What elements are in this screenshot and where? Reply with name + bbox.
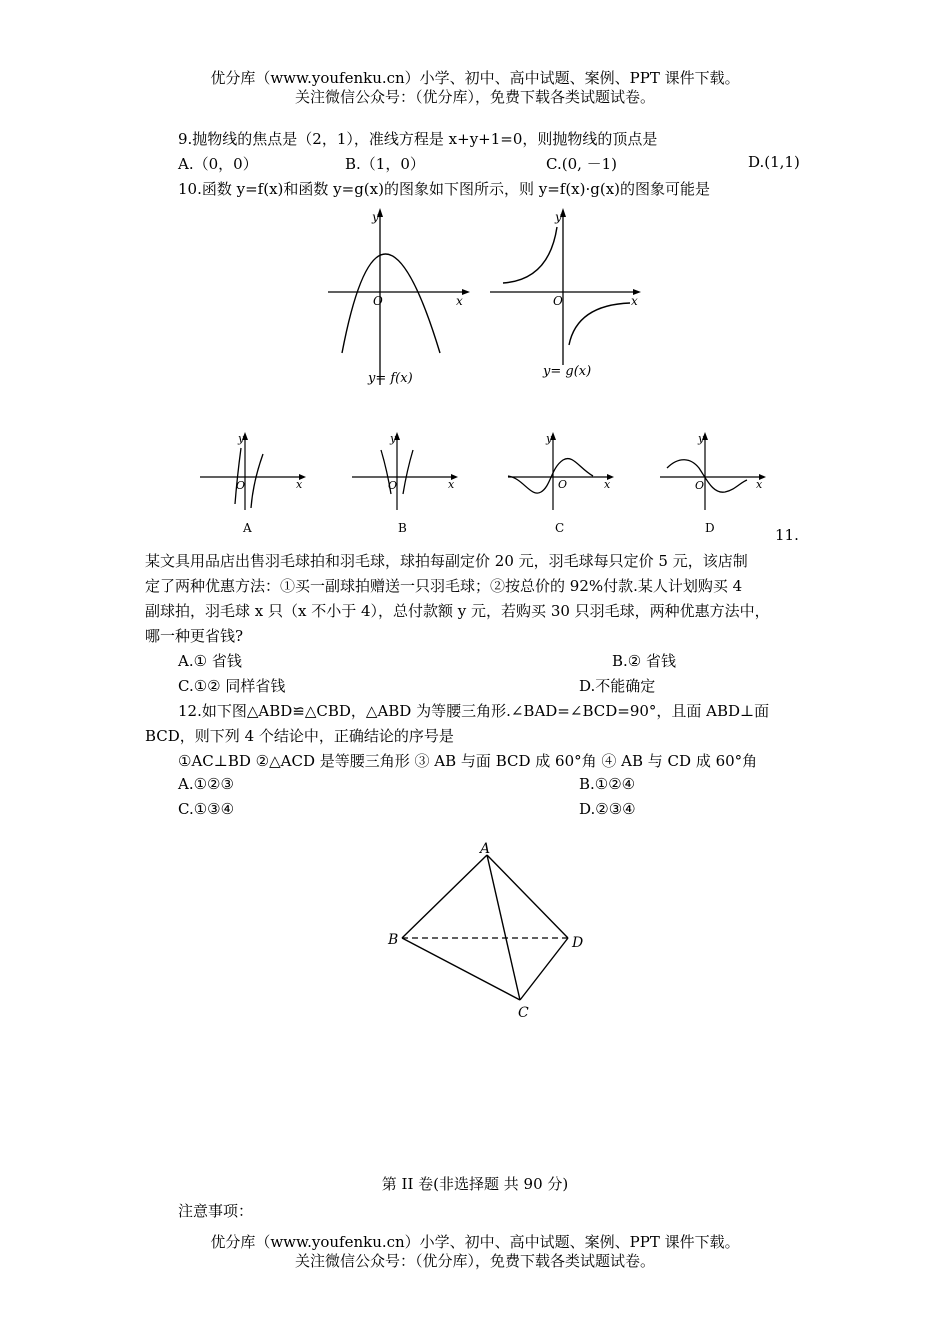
graph-f bbox=[320, 205, 470, 395]
x-label: x bbox=[631, 294, 638, 308]
svg-text:y: y bbox=[390, 432, 397, 445]
q12-line-3: ①AC⊥BD ②△ACD 是等腰三角形 ③ AB 与面 BCD 成 60°角 ④ AB 与 CD 成 60°角 bbox=[178, 752, 758, 770]
q9-option-d: D.(1,1) bbox=[748, 153, 800, 171]
header-line-2: 关注微信公众号：（优分库），免费下载各类试题试卷。 bbox=[294, 88, 655, 106]
svg-text:O: O bbox=[558, 478, 568, 491]
header-line-1: 优分库（www.youfenku.cn）小学、初中、高中试题、案例、PPT 课件下载。 bbox=[210, 69, 740, 87]
svg-text:x: x bbox=[756, 478, 763, 491]
graph-g bbox=[485, 205, 645, 385]
q12-option-c: C.①③④ bbox=[178, 800, 235, 818]
origin-label: O bbox=[373, 294, 383, 308]
vertex-d-label: D bbox=[572, 935, 584, 951]
svg-text:y: y bbox=[698, 432, 705, 445]
svg-text:x: x bbox=[296, 478, 303, 491]
svg-text:y: y bbox=[238, 432, 245, 445]
edge-ab bbox=[402, 855, 487, 938]
option-b-graph bbox=[347, 430, 467, 540]
svg-text:O: O bbox=[695, 479, 705, 492]
g-caption: y= g(x) bbox=[543, 364, 592, 379]
y-label: y bbox=[372, 210, 379, 224]
x-label: x bbox=[456, 294, 463, 308]
footer-line-1: 优分库（www.youfenku.cn）小学、初中、高中试题、案例、PPT 课件下载。 bbox=[210, 1233, 740, 1251]
q10-stem: 10.函数 y=f(x)和函数 y=g(x)的图象如下图所示，则 y=f(x)·g(x)的图象可能是 bbox=[178, 180, 711, 198]
q9-stem: 9.抛物线的焦点是（2，1），准线方程是 x+y+1=0，则抛物线的顶点是 bbox=[178, 130, 658, 148]
svg-text:y: y bbox=[546, 432, 553, 445]
q9-option-a: A.（0，0） bbox=[178, 155, 258, 173]
q11-option-c: C.①② 同样省钱 bbox=[178, 677, 286, 695]
wave-curve bbox=[667, 460, 747, 492]
svg-text:O: O bbox=[388, 479, 398, 492]
origin-label: O bbox=[553, 294, 563, 308]
curve-right bbox=[403, 450, 413, 494]
q11-line-4: 哪一种更省钱? bbox=[145, 627, 244, 645]
q12-option-b: B.①②④ bbox=[579, 775, 636, 793]
q11-line-2: 定了两种优惠方法：①买一副球拍赠送一只羽毛球；②按总价的 92%付款.某人计划购买 4 bbox=[145, 577, 743, 595]
option-b-label: B bbox=[398, 521, 407, 535]
q11-option-b: B.② 省钱 bbox=[612, 652, 677, 670]
option-a-graph bbox=[195, 430, 315, 540]
q12-line-1: 12.如下图△ABD≌△CBD，△ABD 为等腰三角形.∠BAD=∠BCD=90°，且面 ABD⊥面 bbox=[178, 702, 770, 720]
q11-number: 11. bbox=[775, 526, 799, 544]
vertex-a-label: A bbox=[480, 841, 491, 857]
svg-text:O: O bbox=[236, 479, 246, 492]
svg-text:x: x bbox=[604, 478, 611, 491]
f-caption: y= f(x) bbox=[368, 371, 413, 386]
q11-option-d: D.不能确定 bbox=[579, 677, 656, 695]
left-branch-curve bbox=[503, 227, 557, 283]
curve-left bbox=[235, 448, 241, 504]
edge-bc bbox=[402, 938, 520, 1000]
right-branch-curve bbox=[569, 303, 630, 345]
q12-option-a: A.①②③ bbox=[178, 775, 234, 793]
option-a-label: A bbox=[243, 521, 252, 535]
edge-ad bbox=[487, 855, 568, 938]
x-axis-arrow bbox=[462, 289, 470, 295]
edge-ac bbox=[487, 855, 520, 1000]
q11-line-1: 某文具用品店出售羽毛球拍和羽毛球，球拍每副定价 20 元，羽毛球每只定价 5 元，该店制 bbox=[145, 552, 748, 570]
option-d-label: D bbox=[705, 521, 715, 535]
section-note: 注意事项： bbox=[178, 1202, 254, 1220]
vertex-c-label: C bbox=[518, 1005, 529, 1021]
q9-option-c: C.(0, －1) bbox=[546, 155, 618, 173]
section-title: 第 II 卷(非选择题 共 90 分) bbox=[381, 1175, 569, 1193]
option-c-label: C bbox=[555, 521, 565, 535]
vertex-b-label: B bbox=[388, 932, 399, 948]
tetrahedron-figure bbox=[380, 835, 600, 1025]
footer-line-2: 关注微信公众号：（优分库），免费下载各类试题试卷。 bbox=[294, 1252, 655, 1270]
q11-line-3: 副球拍，羽毛球 x 只（x 不小于 4），总付款额 y 元，若购买 30 只羽毛球，两种优惠方法中， bbox=[145, 602, 770, 620]
wave-curve bbox=[508, 459, 593, 494]
q9-option-b: B.（1，0） bbox=[345, 155, 425, 173]
q12-line-2: BCD，则下列 4 个结论中，正确结论的序号是 bbox=[145, 727, 454, 745]
svg-text:x: x bbox=[448, 478, 455, 491]
q11-option-a: A.① 省钱 bbox=[178, 652, 242, 670]
q12-option-d: D.②③④ bbox=[579, 800, 636, 818]
y-label: y bbox=[555, 210, 562, 224]
parabola-curve bbox=[342, 254, 440, 353]
option-d-graph bbox=[655, 430, 775, 540]
edge-dc bbox=[520, 938, 568, 1000]
option-c-graph bbox=[503, 430, 623, 540]
curve-right bbox=[251, 454, 263, 508]
